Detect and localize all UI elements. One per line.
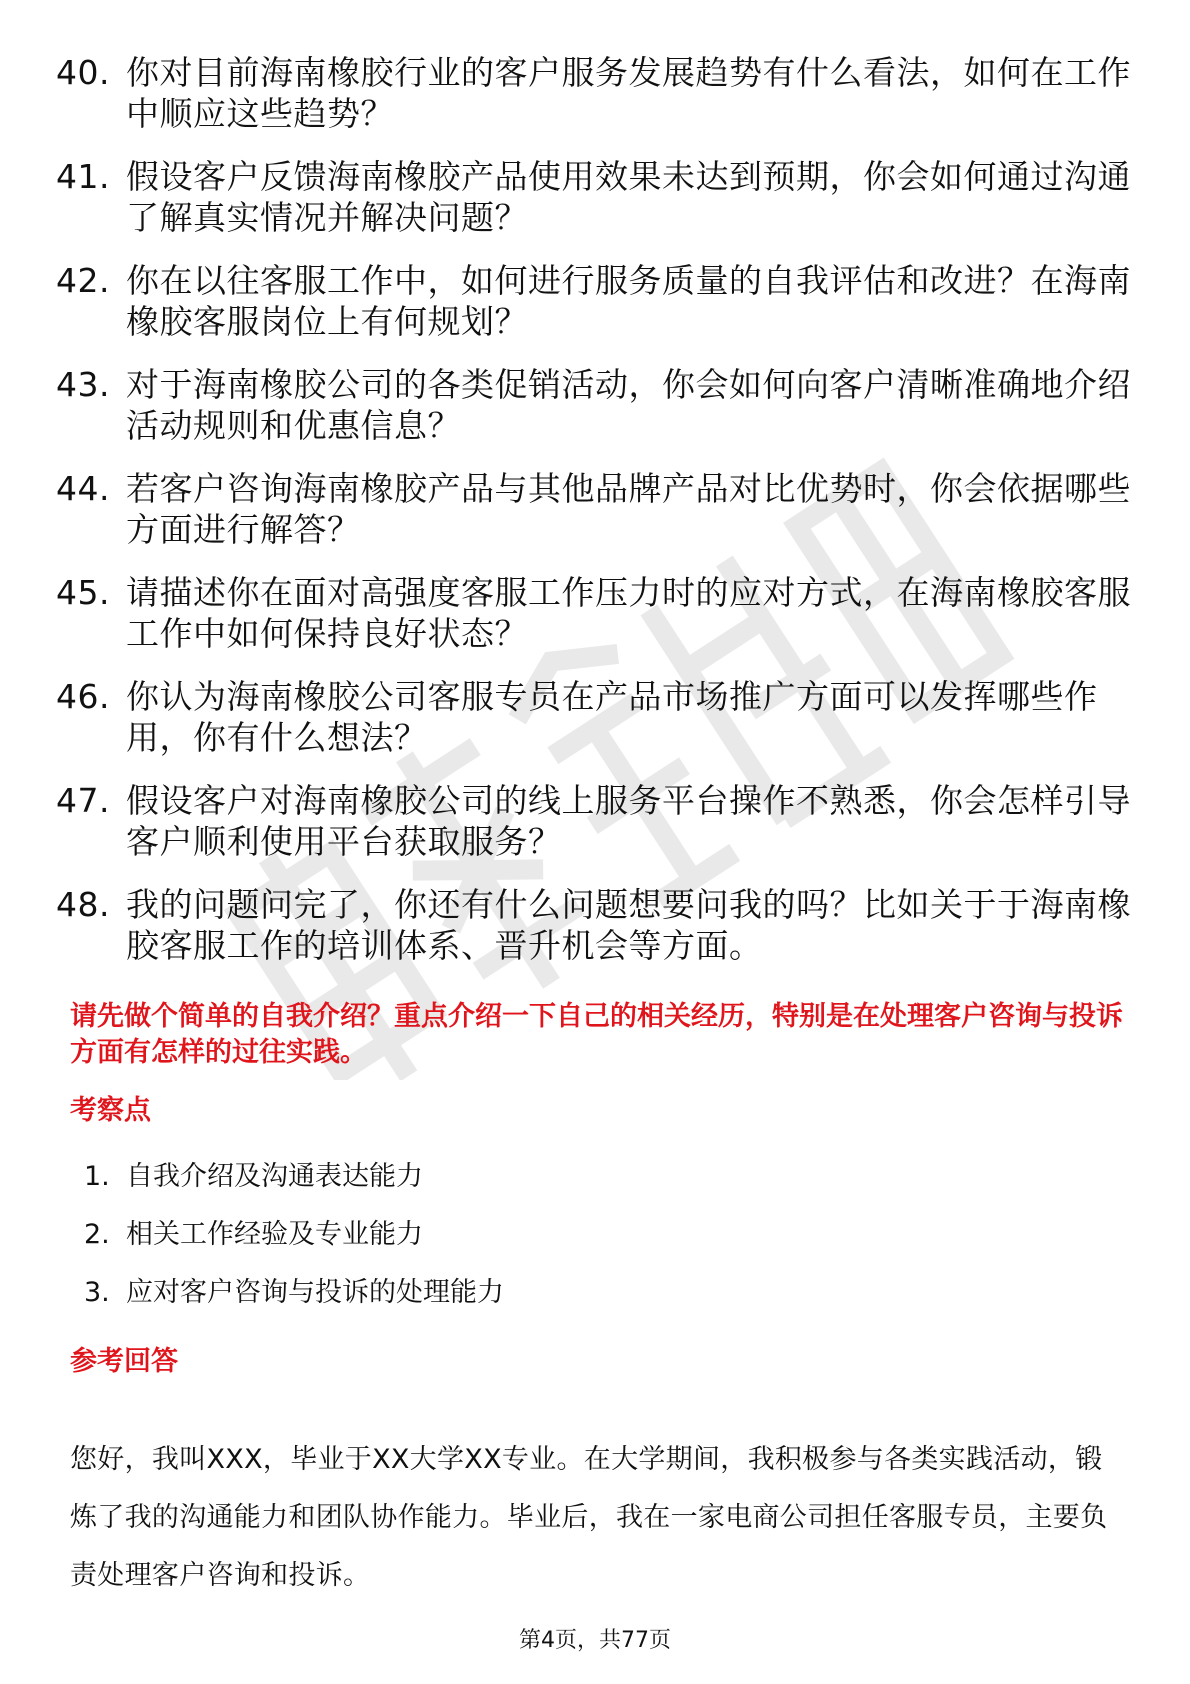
question-item: [56, 884, 1136, 988]
list-item-number: 3.: [84, 1277, 110, 1308]
list-item: [84, 1276, 1084, 1334]
list-item-number: 1.: [84, 1161, 110, 1192]
question-number: 48.: [56, 885, 110, 924]
question-text: 你对目前海南橡胶行业的客户服务发展趋势有什么看法，如何在工作中顺应这些趋势？: [126, 53, 1131, 133]
question-text: 你认为海南橡胶公司客服专员在产品市场推广方面可以发挥哪些作用，你有什么想法？: [126, 677, 1098, 757]
list-item-text: 应对客户咨询与投诉的处理能力: [126, 1277, 504, 1308]
question-number: 41.: [56, 157, 110, 196]
question-text: 假设客户对海南橡胶公司的线上服务平台操作不熟悉，你会怎样引导客户顺利使用平台获取服务？: [126, 781, 1131, 861]
question-item: [56, 156, 1136, 260]
page-number: 第4页，共77页: [519, 1628, 671, 1653]
question-text: 假设客户反馈海南橡胶产品使用效果未达到预期，你会如何通过沟通了解真实情况并解决问题？: [126, 157, 1131, 237]
question-item: [56, 468, 1136, 572]
kaochadian-list: [84, 1160, 1084, 1334]
question-item: [56, 676, 1136, 780]
question-text: 请描述你在面对高强度客服工作压力时的应对方式，在海南橡胶客服工作中如何保持良好状态？: [126, 573, 1131, 653]
question-number: 44.: [56, 469, 110, 508]
question-item: [56, 52, 1136, 156]
answer-heading: 参考回答: [70, 1346, 178, 1377]
question-text: 你在以往客服工作中，如何进行服务质量的自我评估和改进？在海南橡胶客服岗位上有何规划？: [126, 261, 1131, 341]
question-number: 40.: [56, 53, 110, 92]
question-number: 42.: [56, 261, 110, 300]
list-item: [84, 1218, 1084, 1276]
question-number: 45.: [56, 573, 110, 612]
question-item: [56, 572, 1136, 676]
kaochadian-heading: 考察点: [70, 1095, 151, 1126]
answer-paragraph: 您好，我叫XXX，毕业于XX大学XX专业。在大学期间，我积极参与各类实践活动，锻炼了我的沟通能力和团队协作能力。毕业后，我在一家电商公司担任客服专员，主要负责处理客户咨询和投诉。: [70, 1444, 1108, 1591]
list-item-text: 自我介绍及沟通表达能力: [126, 1161, 423, 1192]
highlight-question: 请先做个简单的自我介绍？重点介绍一下自己的相关经历，特别是在处理客户咨询与投诉方面有怎样的过往实践。: [70, 1001, 1123, 1068]
question-item: [56, 364, 1136, 468]
question-text: 我的问题问完了，你还有什么问题想要问我的吗？比如关于于海南橡胶客服工作的培训体系、晋升机会等方面。: [126, 885, 1131, 965]
question-number: 46.: [56, 677, 110, 716]
question-text: 对于海南橡胶公司的各类促销活动，你会如何向客户清晰准确地介绍活动规则和优惠信息？: [126, 365, 1131, 445]
list-item-number: 2.: [84, 1219, 110, 1250]
question-number: 43.: [56, 365, 110, 404]
question-number: 47.: [56, 781, 110, 820]
list-item: [84, 1160, 1084, 1218]
question-item: [56, 260, 1136, 364]
list-item-text: 相关工作经验及专业能力: [126, 1219, 423, 1250]
question-list: [56, 52, 1136, 988]
question-text: 若客户咨询海南橡胶产品与其他品牌产品对比优势时，你会依据哪些方面进行解答？: [126, 469, 1131, 549]
question-item: [56, 780, 1136, 884]
